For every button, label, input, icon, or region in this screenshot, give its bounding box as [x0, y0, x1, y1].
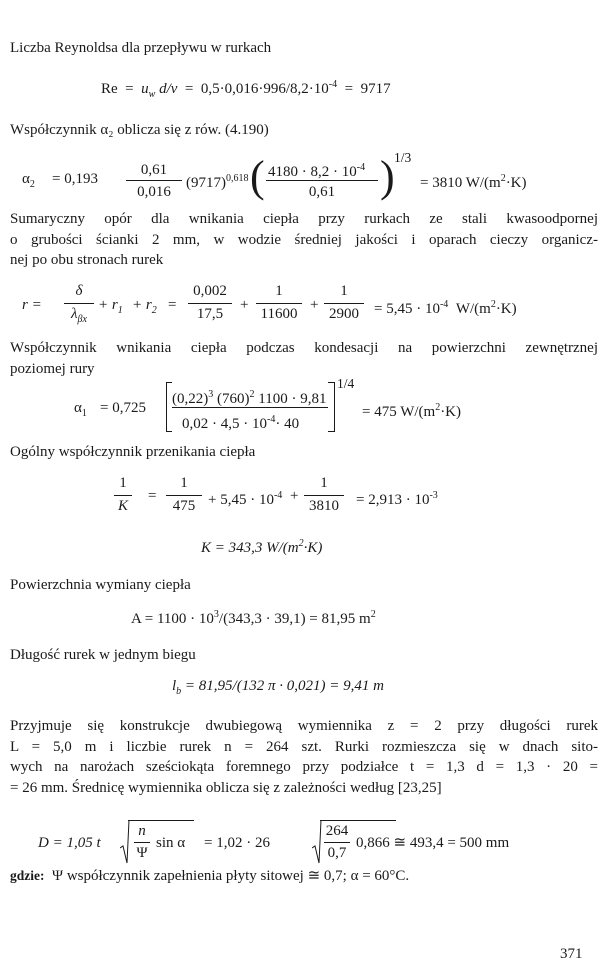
equation-resistance: r = δ $\lambda_{\beta x}$ + $r_1$ + $r_2$ = 0,002 17,5 + 1 11600 + 1 2900 = $5,45 \cdot 10^{-4}$ $W/(m^2\cdot K)$ [22, 283, 517, 325]
equation-diameter: D = 1,05 t n Ψ sin α = 1,02 · 26 264 0,7 0,866 ≅ 493,4 = 500 mm [38, 818, 578, 868]
equation-length: $l_b = 81,95/(132$ π · 0,021) = 9,41 m [172, 678, 384, 697]
equation-alpha1: $\alpha_1$ = 0,725 $(0,22)^3$ $(760)^2$ 1100 · 9,81 $0,02 \cdot 4,5 \cdot 10^{-4}\cdot 40$ 1/4 = 475 $W/(m^2\cdot K)$ [74, 376, 462, 432]
page-number: 371 [560, 946, 583, 962]
equation-reynolds: $Re = u_w$ $d/\nu = 0,5\cdot 0,016\cdot 996/8,2\cdot 10^{-4} = 9717$ [101, 79, 391, 100]
equation-alpha2: $\alpha_2$ = 0,193 0,61 0,016 $(9717)^{0,618}$ ( $4180 \cdot 8,2 \cdot 10^{-4}$ 0,61 ) 1/3 = 3810 $W/(m^2\cdot K)$ [22, 150, 527, 201]
paragraph-alpha1: Współczynnik wnikania ciepła podczas kondesacji na powierzchni zewnętrznej poziomej rury [10, 340, 598, 377]
sqrt-symbol-2 [312, 820, 322, 864]
heading-reynolds: Liczba Reynoldsa dla przepływu w rurkach [10, 40, 272, 56]
equation-inverse-K: 1 K = 1 475 + $5,45 \cdot 10^{-4}$ + 1 3810 = $2,913 \cdot 10^{-3}$ [112, 474, 472, 518]
paragraph-design: Przyjmuje się konstrukcje dwubiegową wymiennika z = 2 przy długości rurek L = 5,0 m i liczbie rurek n = 264 szt. Rurki rozmieszcza się w dnach sito- wych na narożach sześciokąta foremnego przy podziałce t = 1,3 d = 1,3 · 20 = = 26 mm. Średnicę wymiennika oblicza się z zależności według [23,25] [10, 718, 598, 796]
paragraph-resistance: Sumaryczny opór dla wnikania ciepła przy rurkach ze stali kwasoodpornej o grubości ścianki 2 mm, w wodzie średniej jakości i oparach cieczy organicz- nej po obu stronach rurek [10, 211, 598, 269]
footnote: gdzie: Ψ współczynnik zapełnienia płyty sitowej ≅ 0,7; α = 60°C. [10, 868, 410, 884]
equation-area: $A = 1100 \cdot 10^3/(343,3 \cdot 39,1) = 81,95$ $m^2$ [131, 609, 376, 627]
text-alpha2-intro: Współczynnik α₂ oblicza się z rów. (4.190) [10, 122, 269, 138]
equation-K: K = 343,3 $W/(m^2\cdot K)$ [201, 538, 323, 556]
heading-length: Długość rurek w jednym biegu [10, 647, 196, 663]
heading-overall-coefficient: Ogólny współczynnik przenikania ciepła [10, 444, 256, 460]
heading-area: Powierzchnia wymiany ciepła [10, 577, 191, 593]
sqrt-symbol-1 [120, 820, 130, 864]
